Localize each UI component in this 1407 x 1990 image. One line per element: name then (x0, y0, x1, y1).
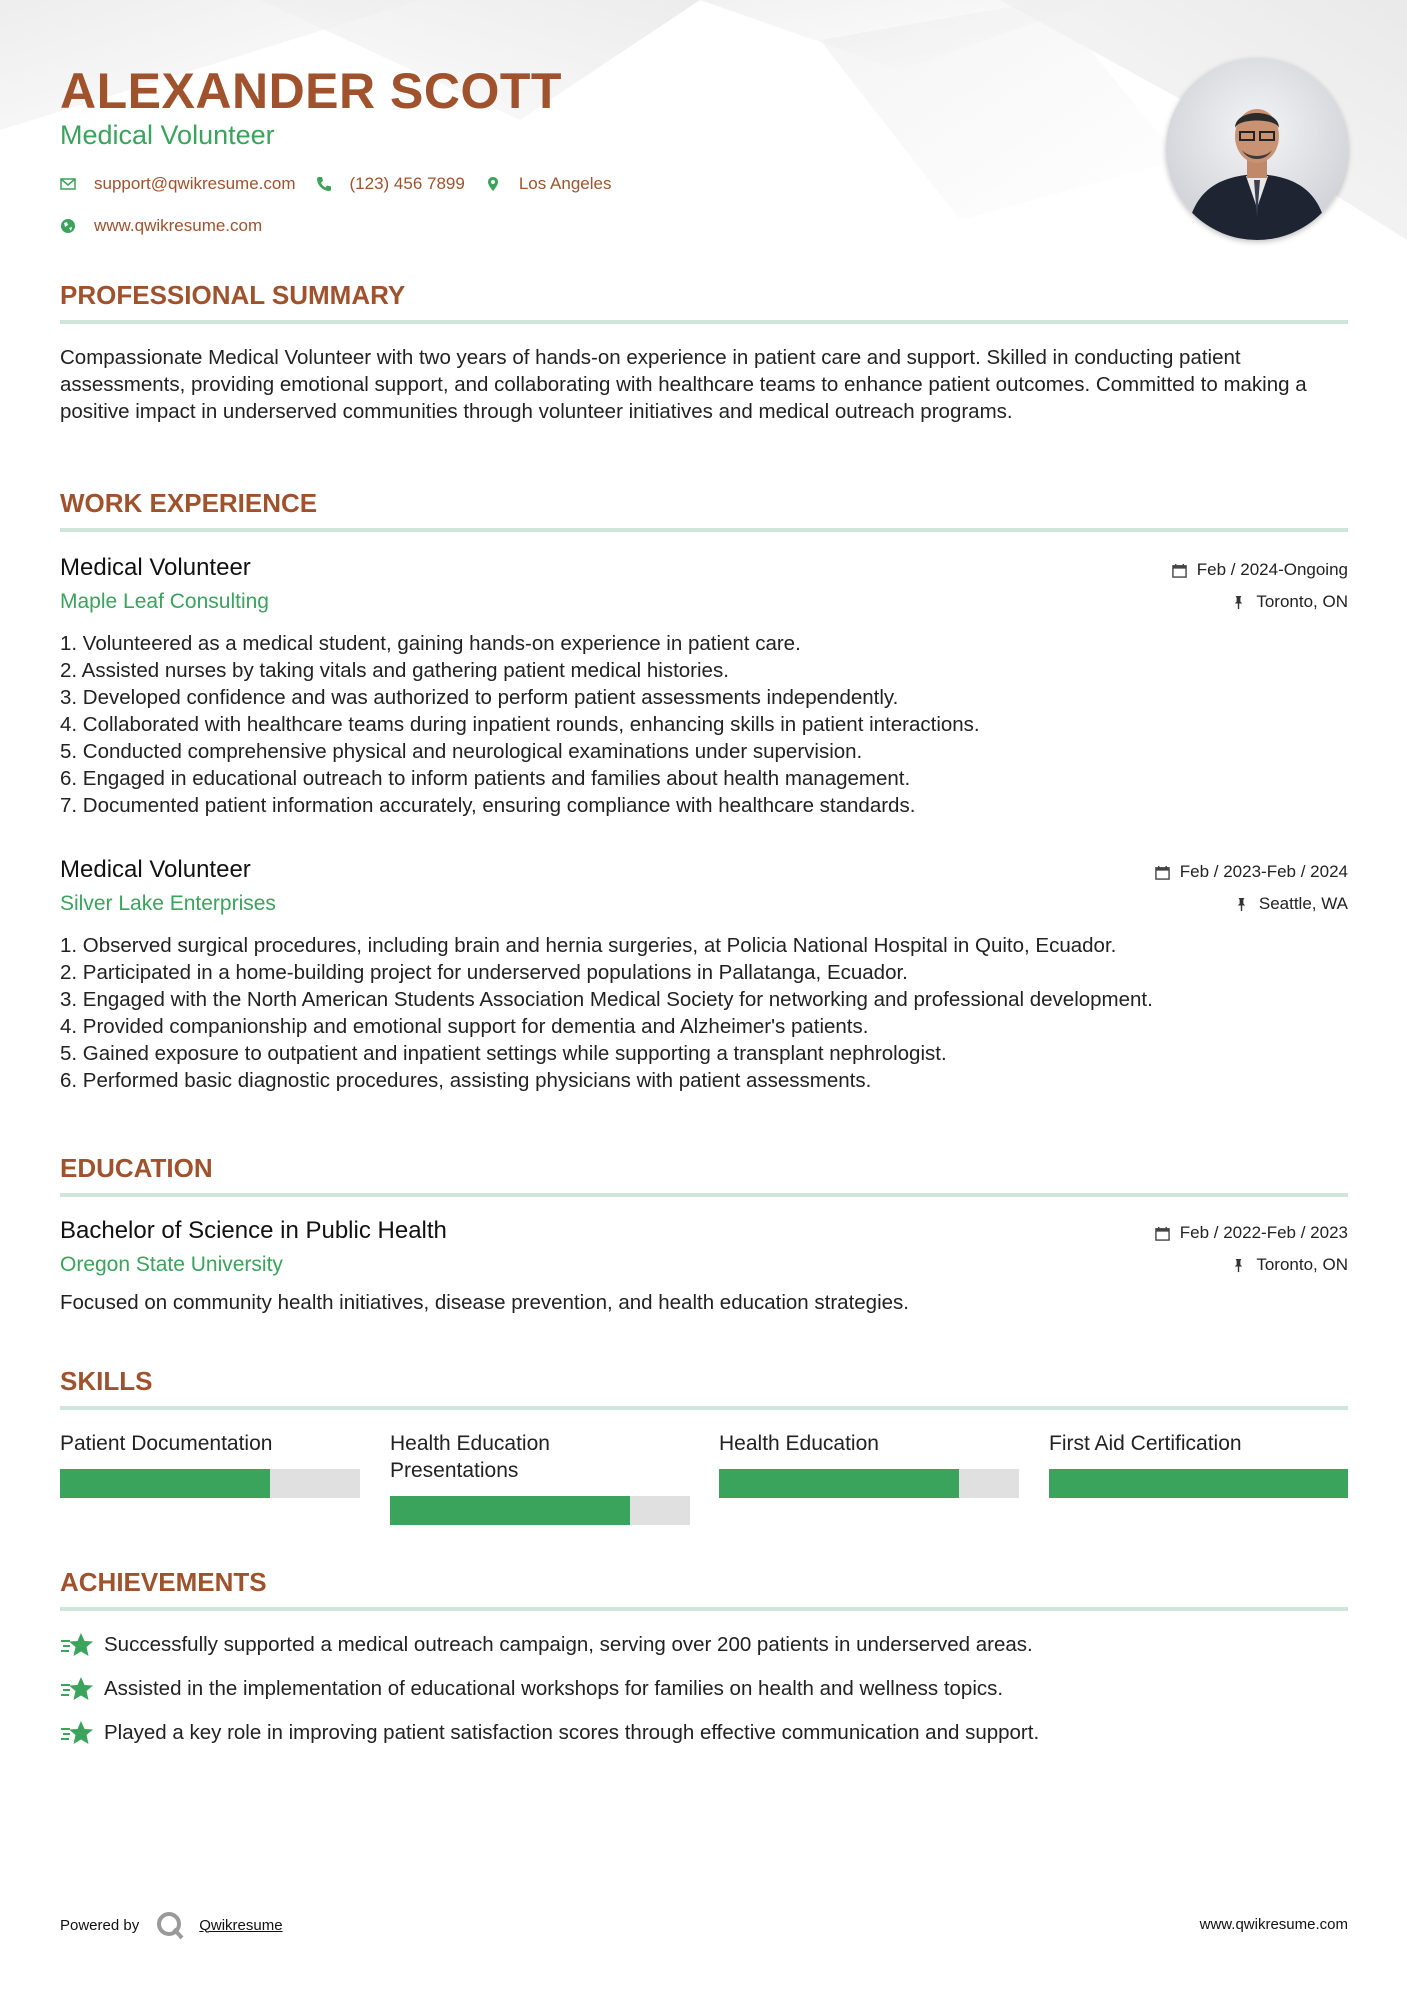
education-section (60, 1153, 1348, 1314)
contact-row-2 (60, 216, 282, 236)
website-text: www.qwikresume.com (94, 216, 263, 235)
star-icon (60, 1675, 94, 1703)
section-divider (60, 1193, 1348, 1197)
section-title-experience: WORK EXPERIENCE (60, 488, 318, 518)
education-entry (60, 1217, 1348, 1327)
calendar-icon (1155, 1226, 1170, 1241)
achievements-list (60, 1623, 1348, 1755)
contact-location (485, 174, 612, 194)
contact-website[interactable] (60, 216, 262, 236)
section-divider (60, 1406, 1348, 1410)
skills-section (60, 1366, 1348, 1540)
skill-name: Health Education (719, 1432, 879, 1455)
list-item: 3. Developed confidence and was authorized to perform patient assessments independently. (60, 686, 899, 709)
list-item: 5. Gained exposure to outpatient and inpatient settings while supporting a transplant nephrologist. (60, 1042, 947, 1065)
powered-by-label: Powered by (60, 1916, 140, 1934)
section-divider (60, 320, 1348, 324)
list-item: 2. Participated in a home-building project for underserved populations in Pallatanga, Ecuador. (60, 961, 908, 984)
skill-name: Patient Documentation (60, 1432, 273, 1455)
skill-level-fill (390, 1496, 630, 1525)
skill-name: Health Education Presentations (390, 1432, 550, 1482)
job-date: Feb / 2023-Feb / 2024 (1155, 862, 1348, 882)
summary-text: Compassionate Medical Volunteer with two years of hands-on experience in patient care and support. Skilled in conducting patient assessments, providing emotional support, and collaborating with healthcare teams to enhance patient outcomes. Committed to making a positive impact in underserved communities through volunteer initiatives and medical outreach programs. (60, 346, 1307, 423)
brand-link[interactable]: Qwikresume (199, 1916, 283, 1934)
job-entry (60, 554, 1348, 844)
section-title-education: EDUCATION (60, 1153, 213, 1183)
summary-section (60, 280, 1348, 425)
job-location: Toronto, ON (1231, 592, 1348, 612)
contact-row (60, 174, 631, 194)
calendar-icon (1172, 563, 1187, 578)
skill-item (390, 1430, 690, 1525)
list-item: 4. Provided companionship and emotional support for dementia and Alzheimer's patients. (60, 1015, 869, 1038)
skill-item (1049, 1430, 1348, 1498)
person-portrait-icon (1166, 58, 1348, 240)
pushpin-icon (1234, 897, 1249, 912)
list-item: 1. Volunteered as a medical student, gaining hands-on experience in patient care. (60, 632, 801, 655)
achievement-text: Played a key role in improving patient satisfaction scores through effective communication and support. (104, 1721, 1040, 1744)
skill-level-bar (60, 1469, 360, 1498)
skill-level-bar (719, 1469, 1019, 1498)
list-item: 2. Assisted nurses by taking vitals and gathering patient medical histories. (60, 659, 729, 682)
skill-item (60, 1430, 360, 1498)
school-name: Oregon State University (60, 1253, 283, 1276)
list-item: 4. Collaborated with healthcare teams during inpatient rounds, enhancing skills in patient interactions. (60, 713, 980, 736)
candidate-name: ALEXANDER SCOTT (60, 63, 562, 119)
calendar-icon (1155, 865, 1170, 880)
pushpin-icon (1231, 1258, 1246, 1273)
list-item: 1. Observed surgical procedures, including brain and hernia surgeries, at Policia National Hospital in Quito, Ecuador. (60, 934, 1117, 957)
footer (60, 1900, 1348, 1940)
degree-title: Bachelor of Science in Public Health (60, 1217, 447, 1244)
list-item: 6. Engaged in educational outreach to inform patients and families about health management. (60, 767, 911, 790)
powered-by (60, 1910, 283, 1940)
job-bullet-list (60, 932, 1153, 1094)
profile-photo (1166, 58, 1348, 240)
list-item (60, 1711, 1348, 1755)
section-title-summary: PROFESSIONAL SUMMARY (60, 280, 406, 310)
section-title-skills: SKILLS (60, 1366, 153, 1396)
qwikresume-logo-icon (155, 1910, 185, 1940)
phone-text: (123) 456 7899 (349, 174, 465, 193)
job-entry (60, 856, 1348, 1126)
skill-name: First Aid Certification (1049, 1432, 1242, 1455)
education-description: Focused on community health initiatives, disease prevention, and health education strategies. (60, 1291, 909, 1314)
skill-level-fill (719, 1469, 959, 1498)
job-bullet-list (60, 630, 980, 819)
skill-level-bar (390, 1496, 690, 1525)
contact-phone[interactable] (316, 174, 465, 194)
skills-grid (60, 1430, 1348, 1540)
envelope-icon (60, 176, 76, 192)
achievements-section (60, 1567, 1348, 1755)
section-divider (60, 1607, 1348, 1611)
achievement-text: Assisted in the implementation of educational workshops for families on health and wellness topics. (104, 1677, 1004, 1700)
education-location: Toronto, ON (1231, 1255, 1348, 1275)
star-icon (60, 1719, 94, 1747)
skill-level-bar (1049, 1469, 1348, 1498)
list-item: 3. Engaged with the North American Students Association Medical Society for networking and professional development. (60, 988, 1153, 1011)
job-title: Medical Volunteer (60, 554, 251, 581)
experience-section (60, 488, 1348, 1092)
job-title: Medical Volunteer (60, 856, 251, 883)
globe-icon (60, 218, 76, 234)
education-date: Feb / 2022-Feb / 2023 (1155, 1223, 1348, 1243)
job-company: Silver Lake Enterprises (60, 892, 276, 915)
job-company: Maple Leaf Consulting (60, 590, 269, 613)
location-text: Los Angeles (518, 174, 612, 193)
contact-email[interactable] (60, 174, 296, 194)
list-item (60, 1623, 1348, 1667)
star-icon (60, 1631, 94, 1659)
footer-url[interactable]: www.qwikresume.com (1199, 1916, 1348, 1933)
list-item: 6. Performed basic diagnostic procedures, assisting physicians with patient assessments. (60, 1069, 872, 1092)
candidate-role: Medical Volunteer (60, 120, 275, 150)
list-item (60, 1667, 1348, 1711)
section-title-achievements: ACHIEVEMENTS (60, 1567, 267, 1597)
job-location: Seattle, WA (1234, 894, 1348, 914)
skill-level-fill (60, 1469, 270, 1498)
achievement-text: Successfully supported a medical outreach campaign, serving over 200 patients in underserved areas. (104, 1633, 1033, 1656)
email-text: support@qwikresume.com (94, 174, 296, 193)
skill-item (719, 1430, 1019, 1498)
map-pin-icon (485, 176, 501, 192)
list-item: 5. Conducted comprehensive physical and neurological examinations under supervision. (60, 740, 863, 763)
list-item: 7. Documented patient information accurately, ensuring compliance with healthcare standards. (60, 794, 916, 817)
pushpin-icon (1231, 595, 1246, 610)
skill-level-fill (1049, 1469, 1348, 1498)
section-divider (60, 528, 1348, 532)
job-date: Feb / 2024-Ongoing (1172, 560, 1348, 580)
phone-icon (316, 176, 332, 192)
